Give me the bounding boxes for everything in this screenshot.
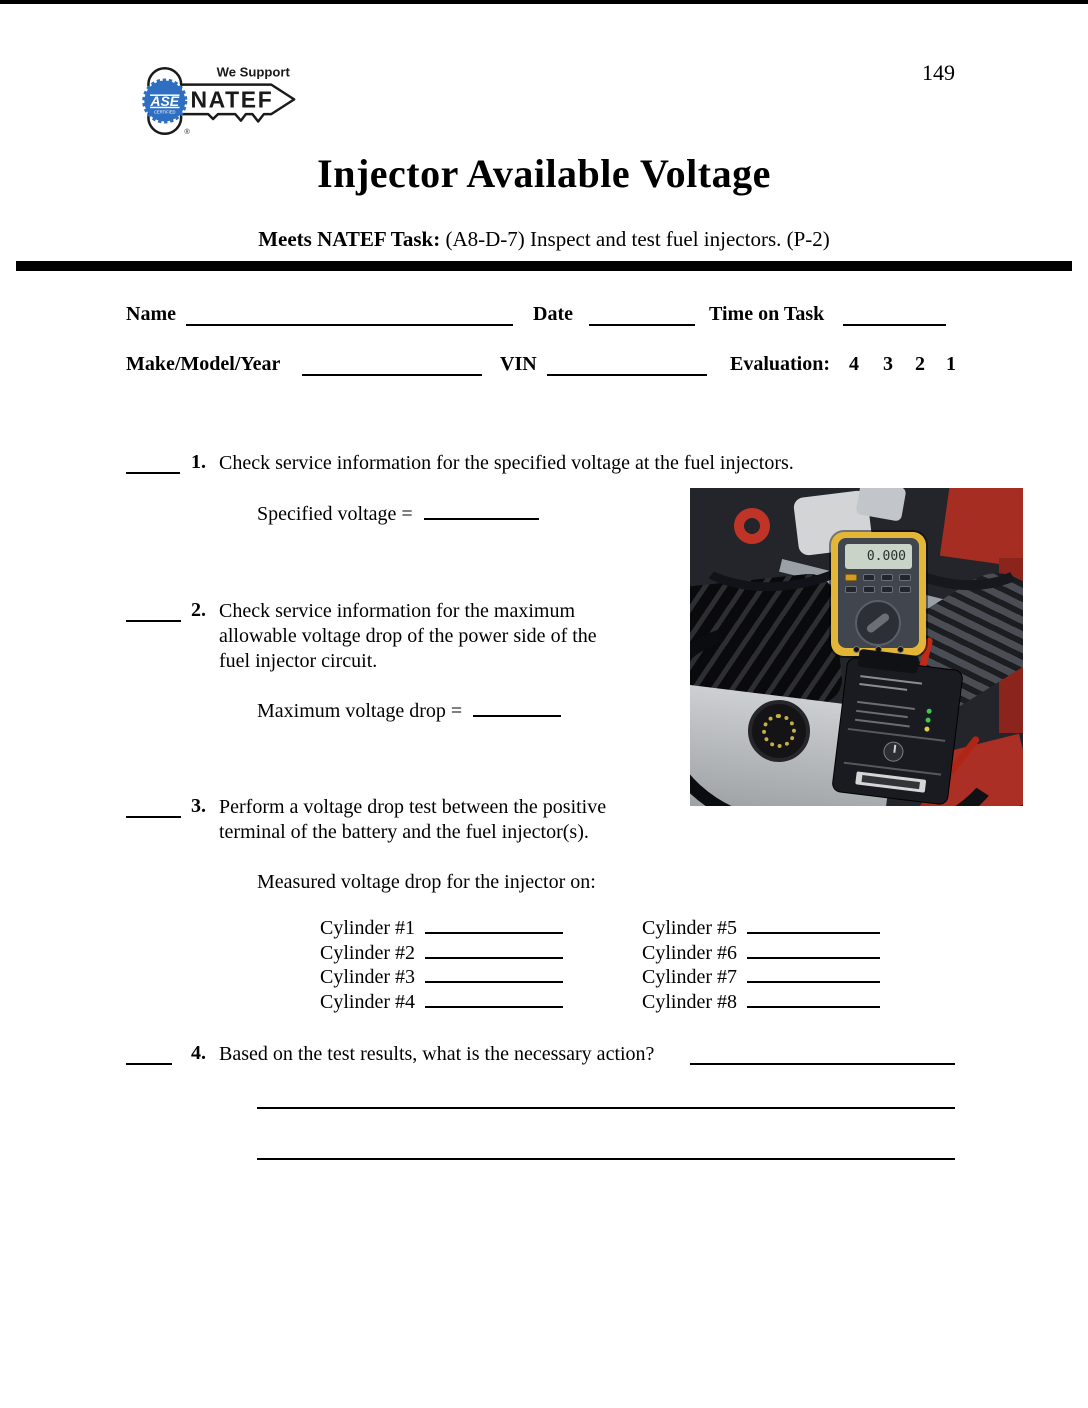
multimeter-buttons <box>845 574 912 596</box>
ase-certified-text: CERTIFIED <box>154 109 176 115</box>
cylinder-label: Cylinder #8 <box>642 990 737 1013</box>
evaluation-label: Evaluation: <box>730 353 831 375</box>
q4-check-blank <box>126 1063 172 1065</box>
cylinder-row <box>642 939 880 964</box>
cylinder-label: Cylinder #6 <box>642 941 737 964</box>
cylinder-row <box>642 963 880 988</box>
time-on-task-blank <box>843 324 946 326</box>
q4-text: Based on the test results, what is the necessary action? <box>219 1043 655 1065</box>
date-label: Date <box>533 303 573 325</box>
evaluation-1: 1 <box>946 353 956 375</box>
vin-blank <box>547 374 707 376</box>
registered-mark: ® <box>184 126 190 136</box>
evaluation-2: 2 <box>915 353 925 375</box>
q2-check-blank <box>126 620 181 622</box>
evaluation-3: 3 <box>883 353 893 375</box>
multimeter-knob <box>865 612 890 634</box>
engine-bay-photo <box>690 488 1023 806</box>
q4-answer-line-2 <box>257 1107 955 1109</box>
q1-answer-line <box>257 500 539 527</box>
cylinder-blank <box>747 914 880 934</box>
q1-check-blank <box>126 472 180 474</box>
cylinder-label: Cylinder #4 <box>320 990 415 1013</box>
tester-knob-pointer <box>893 745 896 753</box>
q2-answer-label: Maximum voltage drop = <box>257 700 463 722</box>
tester-model-label <box>855 771 926 792</box>
cylinder-row <box>320 988 563 1013</box>
multimeter-face <box>838 538 919 648</box>
ase-text: ASE <box>150 92 180 109</box>
page-number: 149 <box>922 60 955 85</box>
tester-text-line <box>860 675 922 685</box>
q2-text: Check service information for the maximum allowable voltage drop of the power side of the fuel injector circuit. <box>219 600 597 672</box>
cylinder-label: Cylinder #5 <box>642 917 737 939</box>
task-text: (A8-D-7) Inspect and test fuel injectors. (P-2) <box>445 227 830 251</box>
cylinder-blank <box>747 988 880 1008</box>
tester-text-line <box>859 683 907 691</box>
natef-text: NATEF <box>190 86 274 113</box>
q3-text: Perform a voltage drop test between the positive terminal of the battery and the fuel injector(s). <box>219 796 607 843</box>
q2-number: 2. <box>191 599 206 621</box>
cylinder-blank <box>747 963 880 983</box>
meter-button <box>881 574 893 581</box>
cylinder-blank <box>425 939 563 959</box>
q3-check-blank <box>126 816 181 818</box>
injector-tester-box <box>832 657 962 804</box>
top-edge-line <box>0 0 1088 4</box>
meter-button <box>899 586 911 593</box>
cylinder-blank <box>425 914 563 934</box>
multimeter-dial <box>855 600 901 646</box>
cylinder-column-right <box>642 914 880 1012</box>
cylinder-blank <box>747 939 880 959</box>
cylinder-label: Cylinder #1 <box>320 917 415 939</box>
tester-divider <box>848 728 946 742</box>
meter-button <box>899 574 911 581</box>
vin-label: VIN <box>500 353 537 375</box>
page-title: Injector Available Voltage <box>317 151 771 196</box>
cylinder-row <box>320 963 563 988</box>
q1-number: 1. <box>191 451 206 473</box>
meter-button <box>845 574 857 581</box>
natef-logo <box>132 58 304 144</box>
q1-answer-label: Specified voltage = <box>257 503 413 525</box>
multimeter <box>831 532 926 656</box>
header-rule <box>16 261 1072 271</box>
cylinder-row <box>320 939 563 964</box>
cylinder-blank <box>425 963 563 983</box>
cylinder-blank <box>425 988 563 1008</box>
make-model-year-label: Make/Model/Year <box>126 353 281 375</box>
q1-text: Check service information for the specified voltage at the fuel injectors. <box>219 452 794 474</box>
cylinder-row <box>642 914 880 939</box>
cylinder-row <box>320 914 563 939</box>
tester-model-text-bar <box>862 775 920 789</box>
q3-answer-label: Measured voltage drop for the injector on: <box>257 871 596 893</box>
meter-jack <box>897 646 904 653</box>
cylinder-column-left <box>320 914 563 1012</box>
meter-button <box>863 574 875 581</box>
evaluation-4: 4 <box>849 353 859 375</box>
name-label: Name <box>126 303 176 325</box>
name-blank <box>186 324 513 326</box>
tester-selector-knob <box>882 741 904 763</box>
q4-number: 4. <box>191 1042 206 1064</box>
multimeter-display: 0.000 <box>845 544 912 569</box>
q4-answer-line-3 <box>257 1158 955 1160</box>
q2-answer-line <box>257 697 561 724</box>
tester-led-green <box>925 717 931 723</box>
q2-answer-blank <box>473 697 561 717</box>
q3-number: 3. <box>191 795 206 817</box>
date-blank <box>589 324 695 326</box>
cylinder-label: Cylinder #2 <box>320 941 415 964</box>
tester-text-line <box>857 701 915 710</box>
tester-text-line <box>855 719 910 728</box>
natef-key-icon <box>132 58 304 144</box>
cylinder-label: Cylinder #7 <box>642 966 737 988</box>
meter-button <box>845 586 857 593</box>
make-model-year-blank <box>302 374 482 376</box>
q1-answer-blank <box>424 500 539 520</box>
natef-task-line <box>0 227 1088 252</box>
meter-button <box>863 586 875 593</box>
we-support-text: We Support <box>216 64 290 80</box>
q4-answer-blank <box>690 1063 955 1065</box>
cylinder-label: Cylinder #3 <box>320 966 415 988</box>
tester-led-yellow <box>924 726 930 732</box>
time-on-task-label: Time on Task <box>709 303 825 325</box>
task-label: Meets NATEF Task: <box>258 227 441 251</box>
tester-text-line <box>856 710 908 718</box>
meter-button <box>881 586 893 593</box>
cylinder-row <box>642 988 880 1013</box>
tester-led-green <box>926 708 932 714</box>
